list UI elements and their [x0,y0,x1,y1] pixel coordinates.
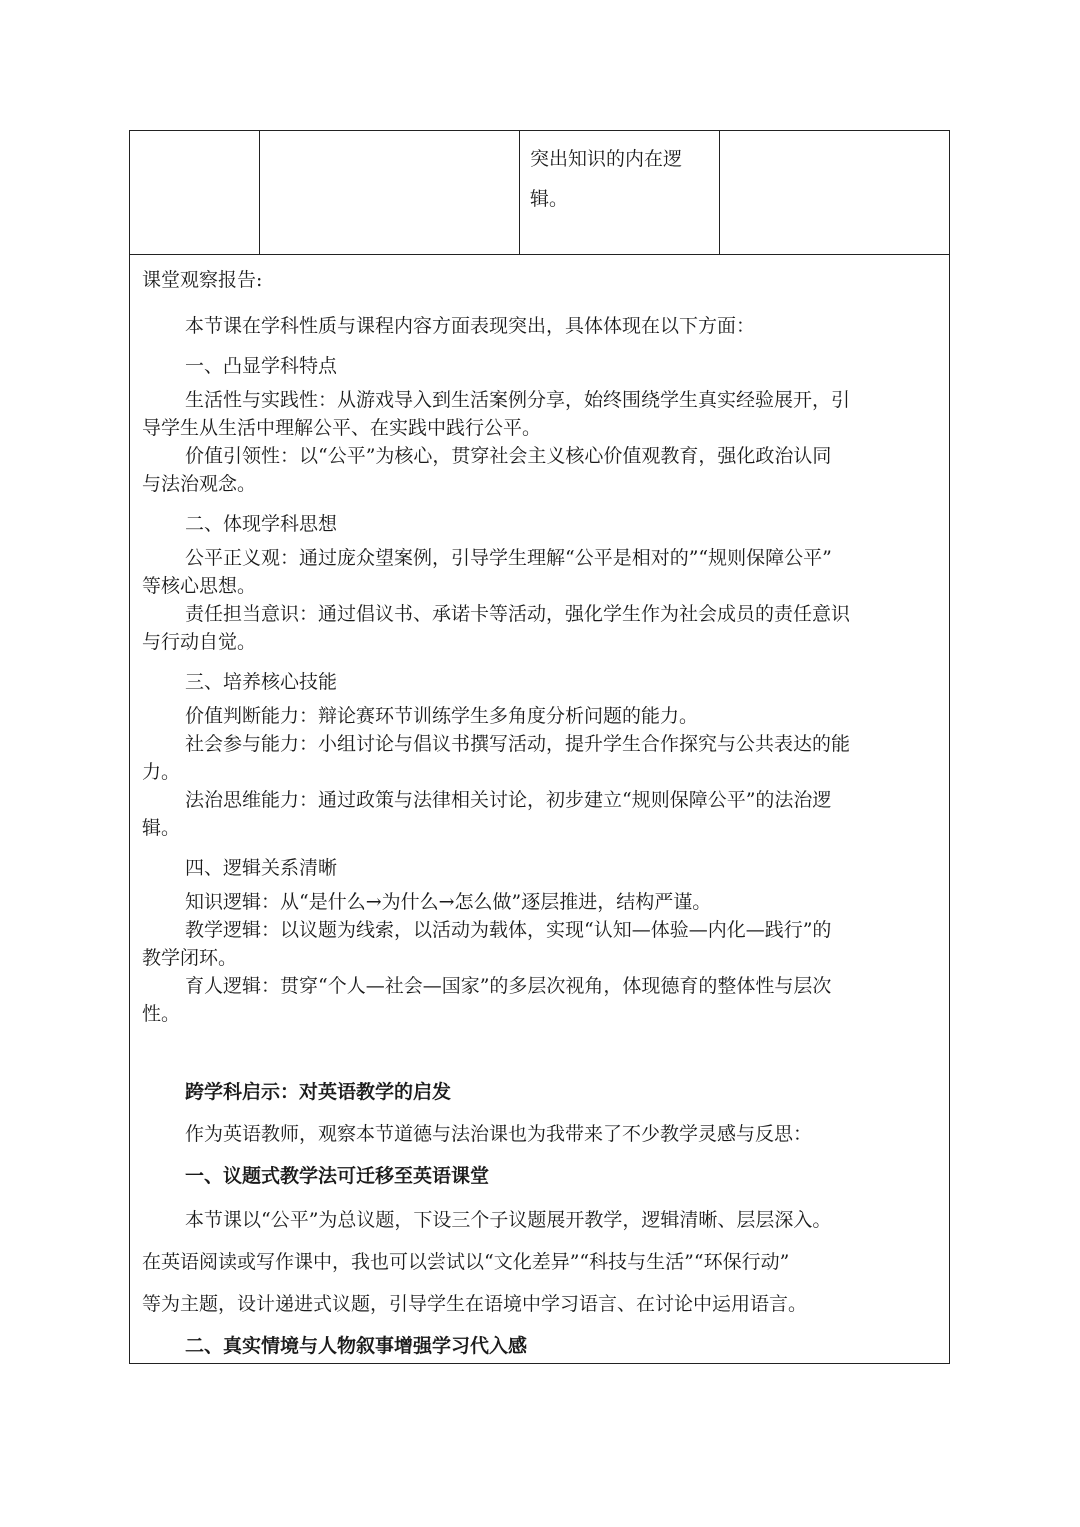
paragraph-line: 作为英语教师，观察本节道德与法治课也为我带来了不少教学灵感与反思： [185,1123,813,1145]
paragraph-line: 公平正义观：通过庞众望案例，引导学生理解“公平是相对的”“规则保障公平” [185,547,832,569]
paragraph-line: 性。 [142,1003,181,1025]
section-title: 二、体现学科思想 [185,513,338,535]
paragraph-line: 教学逻辑：以议题为线索，以活动为载体，实现“认知—体验—内化—践行”的 [185,919,832,941]
paragraph-line: 与法治观念。 [142,473,257,495]
section-title: 一、凸显学科特点 [185,355,338,377]
section-title: 一、议题式教学法可迁移至英语课堂 [185,1165,490,1187]
paragraph-line: 法治思维能力：通过政策与法律相关讨论，初步建立“规则保障公平”的法治逻 [185,789,832,811]
paragraph-line: 本节课以“公平”为总议题，下设三个子议题展开教学，逻辑清晰、层层深入。 [185,1209,832,1231]
column-divider [519,131,520,254]
paragraph-line: 知识逻辑：从“是什么→为什么→怎么做”逐层推进，结构严谨。 [185,891,712,913]
paragraph-line: 价值引领性：以“公平”为核心，贯穿社会主义核心价值观教育，强化政治认同 [185,445,832,467]
paragraph-line: 力。 [142,761,181,783]
paragraph-line: 与行动自觉。 [142,631,257,653]
paragraph-line: 在英语阅读或写作课中，我也可以尝试以“文化差异”“科技与生活”“环保行动” [142,1251,790,1273]
paragraph-line: 辑。 [142,817,181,839]
section-title: 二、真实情境与人物叙事增强学习代入感 [185,1335,528,1357]
paragraph-line: 社会参与能力：小组讨论与倡议书撰写活动，提升学生合作探究与公共表达的能 [185,733,851,755]
observation-table [129,130,950,1364]
section-title: 四、逻辑关系清晰 [185,857,338,879]
report-intro: 本节课在学科性质与课程内容方面表现突出，具体体现在以下方面： [185,315,756,337]
table-top-row [130,131,949,255]
column-divider [719,131,720,254]
column-divider [259,131,260,254]
section-title: 三、培养核心技能 [185,671,338,693]
paragraph-line: 育人逻辑：贯穿“个人—社会—国家”的多层次视角，体现德育的整体性与层次 [185,975,832,997]
paragraph-line: 导学生从生活中理解公平、在实践中践行公平。 [142,417,542,439]
paragraph-line: 等核心思想。 [142,575,257,597]
paragraph-line: 等为主题，设计递进式议题，引导学生在语境中学习语言、在讨论中运用语言。 [142,1293,808,1315]
report-heading: 课堂观察报告: [142,269,263,291]
paragraph-line: 价值判断能力：辩论赛环节训练学生多角度分析问题的能力。 [185,705,699,727]
table-cell-text: 突出知识的内在逻 辑。 [530,148,683,210]
paragraph-line: 生活性与实践性：从游戏导入到生活案例分享，始终围绕学生真实经验展开，引 [185,389,851,411]
paragraph-line: 教学闭环。 [142,947,238,969]
paragraph-line: 责任担当意识：通过倡议书、承诺卡等活动，强化学生作为社会成员的责任意识 [185,603,851,625]
cross-subject-title: 跨学科启示：对英语教学的启发 [185,1081,452,1103]
